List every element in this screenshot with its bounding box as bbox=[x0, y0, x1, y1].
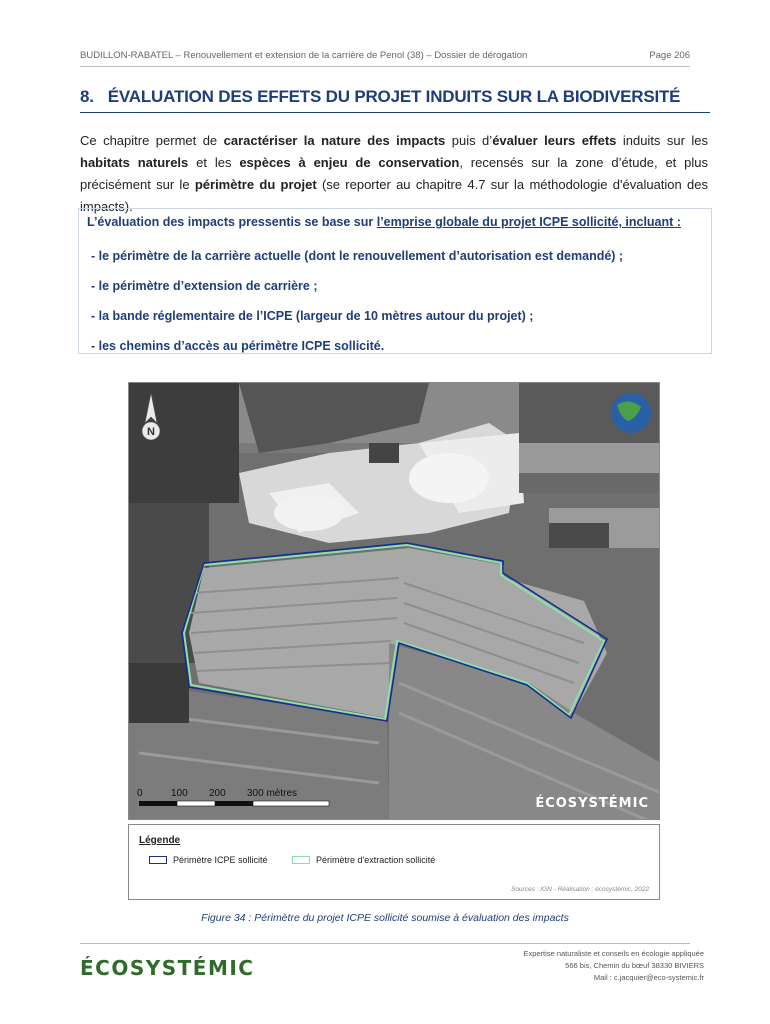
north-label: N bbox=[147, 426, 155, 438]
intro-bold: espèces à enjeu de conservation bbox=[239, 155, 460, 170]
page-number: Page 206 bbox=[649, 50, 690, 61]
scale-label: 200 bbox=[209, 788, 226, 799]
footer-line: Expertise naturaliste et conseils en écologie appliquée bbox=[523, 949, 704, 958]
intro-text: , recensés sur la zone d’étude, et plus précisément sur le bbox=[80, 155, 708, 192]
page-header bbox=[80, 50, 690, 61]
intro-text: Ce chapitre permet de bbox=[80, 133, 224, 148]
scope-lead bbox=[87, 213, 703, 231]
footer-logo: ÉCOSYSTÉMIC bbox=[80, 956, 255, 980]
legend-title: Légende bbox=[139, 835, 181, 846]
legend-key-icpe bbox=[149, 855, 268, 865]
intro-text: et les bbox=[188, 155, 240, 170]
footer-info bbox=[523, 948, 704, 984]
legend-key-icpe-label: Périmètre ICPE sollicité bbox=[173, 855, 268, 865]
legend-key-extraction bbox=[292, 855, 435, 865]
aerial-map bbox=[128, 382, 660, 820]
intro-text: induits sur les bbox=[616, 133, 709, 148]
intro-paragraph bbox=[80, 130, 708, 218]
scope-item: - le périmètre d’extension de carrière ; bbox=[91, 279, 318, 293]
scope-item: - la bande réglementaire de l’ICPE (largeur de 10 mètres autour du projet) ; bbox=[91, 309, 534, 323]
scale-label: 100 bbox=[171, 788, 188, 799]
scope-item: - les chemins d’accès au périmètre ICPE sollicité. bbox=[91, 339, 385, 353]
footer-rule bbox=[80, 943, 690, 944]
aerial-map-image bbox=[129, 383, 660, 820]
scale-label: 300 mètres bbox=[247, 788, 298, 799]
section-heading bbox=[80, 87, 710, 113]
legend-key-extraction-label: Périmètre d'extraction sollicité bbox=[316, 855, 436, 865]
footer-line: Mail : c.jacquier@eco-systemic.fr bbox=[593, 973, 704, 982]
footer-line: 566 bis, Chemin du bœuf 38330 BIVIERS bbox=[565, 961, 704, 970]
legend-swatch-green bbox=[292, 856, 310, 864]
legend-sources: Sources : IGN - Réalisation : écosystémic, 2022 bbox=[510, 886, 649, 893]
intro-bold: périmètre du projet bbox=[194, 177, 317, 192]
scope-lead-underlined: l’emprise globale du projet ICPE sollicité, incluant : bbox=[376, 215, 681, 229]
intro-bold: caractériser la nature des impacts bbox=[223, 133, 446, 148]
header-rule bbox=[80, 66, 690, 67]
section-number: 8. bbox=[80, 87, 94, 106]
map-watermark: ÉCOSYSTÉMIC bbox=[535, 796, 649, 811]
section-title: ÉVALUATION DES EFFETS DU PROJET INDUITS SUR LA BIODIVERSITÉ bbox=[107, 87, 681, 106]
intro-bold: habitats naturels bbox=[80, 155, 189, 170]
legend-swatch-blue bbox=[149, 856, 167, 864]
map-legend bbox=[128, 824, 660, 900]
intro-text: (se reporter au chapitre 4.7 sur la méthodologie d'évaluation des impacts). bbox=[80, 177, 709, 214]
figure-caption: Figure 34 : Périmètre du projet ICPE sollicité soumise à évaluation des impacts bbox=[201, 912, 569, 924]
scale-label: 0 bbox=[137, 788, 143, 799]
intro-bold: évaluer leurs effets bbox=[492, 133, 617, 148]
intro-text: puis d’ bbox=[445, 133, 493, 148]
scope-lead-text: L’évaluation des impacts pressentis se base sur bbox=[87, 215, 377, 229]
header-title: BUDILLON-RABATEL – Renouvellement et extension de la carrière de Penol (38) – Dossier de dérogation bbox=[80, 50, 528, 61]
scope-item: - le périmètre de la carrière actuelle (dont le renouvellement d’autorisation est demandé) ; bbox=[91, 249, 624, 263]
scope-box bbox=[78, 208, 712, 354]
